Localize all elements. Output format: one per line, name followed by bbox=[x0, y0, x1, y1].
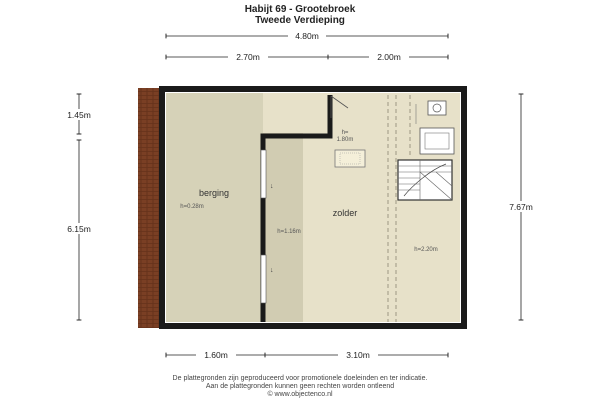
roof-tiles bbox=[138, 88, 162, 328]
dim-left-upper: 1.45m bbox=[67, 110, 91, 120]
plan-title: Habijt 69 - Grootebroek bbox=[244, 4, 356, 15]
room-height-top-prefix: h= bbox=[341, 130, 349, 136]
room-label-berging: berging bbox=[198, 188, 230, 198]
dim-top-left: 2.70m bbox=[236, 52, 260, 62]
disclaimer-line-1: De plattegronden zijn geproduceerd voor promotionele doeleinden en ter indicatie. bbox=[172, 375, 428, 382]
room-height-top-value: 1.80m bbox=[336, 137, 354, 143]
sloped-band bbox=[263, 133, 303, 322]
dim-right-total: 7.67m bbox=[509, 202, 533, 212]
washing-machine bbox=[428, 101, 446, 115]
dim-top-right: 2.00m bbox=[377, 52, 401, 62]
dim-bottom-left: 1.60m bbox=[204, 350, 228, 360]
sliding-door-lower bbox=[261, 255, 266, 303]
zolder-floor-nook bbox=[263, 93, 329, 133]
room-height-right: h=2.20m bbox=[414, 247, 438, 253]
arrow-down-icon: ↓ bbox=[270, 183, 274, 190]
room-height-mid: h=1.16m bbox=[277, 229, 301, 235]
plan-subtitle: Tweede Verdieping bbox=[255, 15, 345, 26]
skylight bbox=[335, 150, 365, 167]
sliding-door-upper bbox=[261, 150, 266, 198]
dim-bottom-right: 3.10m bbox=[346, 350, 370, 360]
disclaimer-line-2: Aan de plattegronden kunnen geen rechten worden ontleend bbox=[205, 383, 395, 390]
room-label-zolder: zolder bbox=[332, 208, 358, 218]
copyright-line: © www.objectenco.nl bbox=[267, 391, 333, 398]
room-height-berging: h=0.28m bbox=[180, 204, 204, 210]
dim-top-total: 4.80m bbox=[295, 31, 319, 41]
dim-left-lower: 6.15m bbox=[67, 224, 91, 234]
arrow-down-icon: ↓ bbox=[270, 267, 274, 274]
